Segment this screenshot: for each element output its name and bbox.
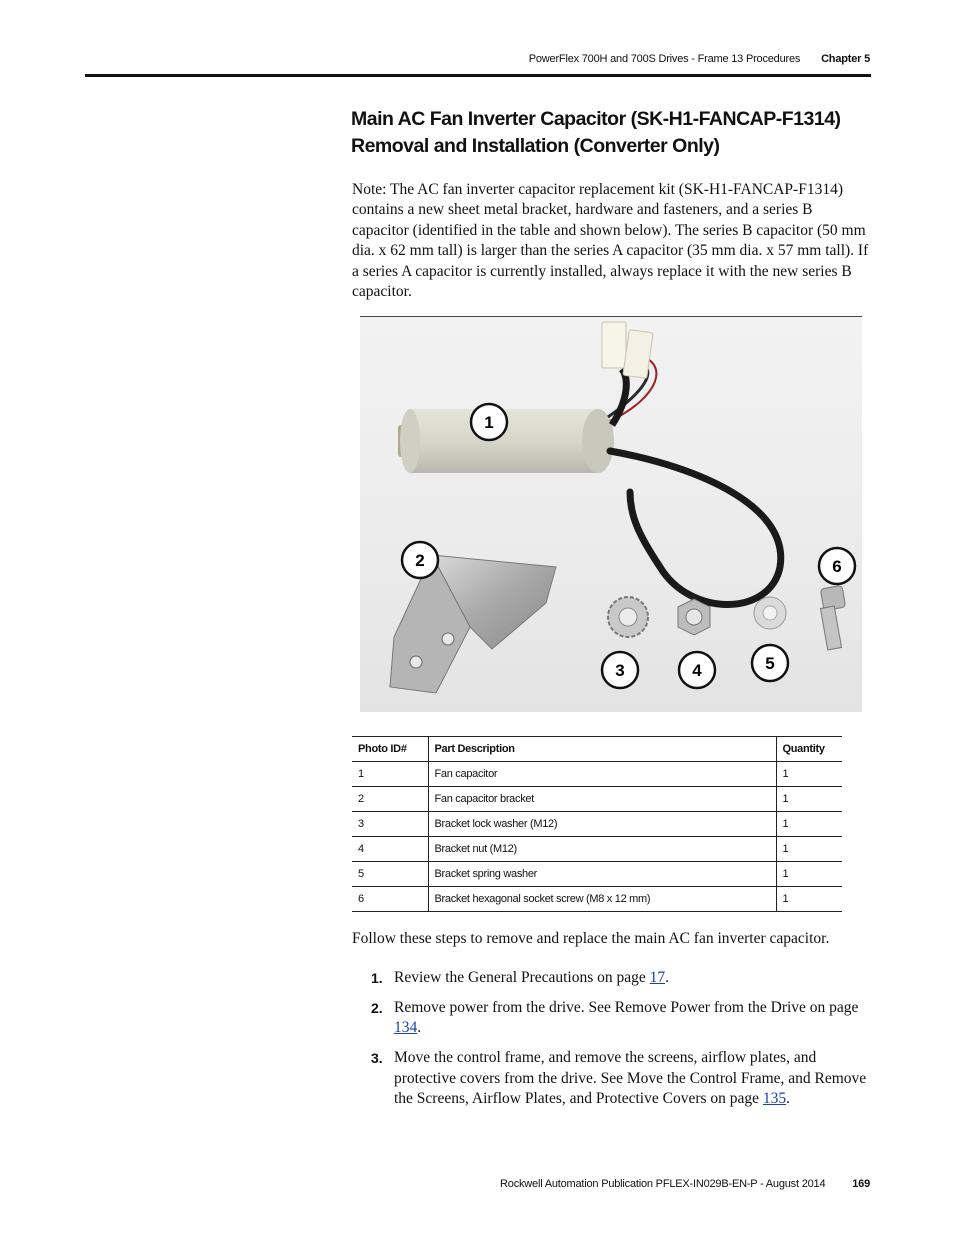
bracket-nut	[678, 599, 710, 635]
cell-description: Fan capacitor bracket	[428, 787, 776, 812]
cell-quantity: 1	[776, 812, 842, 837]
table-row	[352, 887, 842, 912]
table-header-row	[352, 737, 842, 762]
callout-1-label: 1	[484, 413, 494, 432]
callout-5	[752, 645, 788, 681]
page-link[interactable]: 134	[394, 1019, 418, 1037]
table-row	[352, 787, 842, 812]
bracket-lock-washer	[608, 597, 648, 637]
chapter-label: Chapter 5	[821, 53, 870, 65]
cell-quantity: 1	[776, 762, 842, 787]
cell-quantity: 1	[776, 837, 842, 862]
cell-quantity: 1	[776, 887, 842, 912]
callout-6-label: 6	[832, 557, 842, 576]
cell-description: Bracket spring washer	[428, 862, 776, 887]
procedure-intro: Follow these steps to remove and replace the main AC fan inverter capacitor.	[352, 930, 830, 947]
step-text-end: .	[417, 1019, 422, 1037]
publication-info: Rockwell Automation Publication PFLEX-IN029B-EN-P - August 2014	[500, 1178, 826, 1190]
procedure-step	[371, 1048, 871, 1109]
page-link[interactable]: 17	[649, 969, 666, 986]
table-row	[352, 762, 842, 787]
page-link[interactable]: 135	[762, 1090, 787, 1108]
section-title: Main AC Fan Inverter Capacitor (SK-H1-FANCAP-F1314) Removal and Installation (Converter Only)	[351, 108, 841, 157]
cell-description: Bracket nut (M12)	[428, 837, 776, 862]
header-photo-id: Photo ID#	[352, 737, 428, 762]
callout-2	[402, 542, 438, 578]
callout-4	[679, 652, 715, 688]
callout-4-label: 4	[692, 661, 702, 680]
callout-1	[471, 404, 507, 440]
header-rule	[85, 74, 871, 77]
cell-photo-id: 1	[352, 762, 428, 787]
step-text: Review the General Precautions on page	[394, 969, 650, 986]
running-header	[529, 53, 870, 65]
parts-photo	[360, 316, 862, 712]
step-text: Move the control frame, and remove the screens, airflow plates, and protective covers from the drive. See Move the Control Frame, and Remove the Screens, Airflow Plates, and Protective Covers on page	[394, 1049, 867, 1108]
kit-note: Note: The AC fan inverter capacitor replacement kit (SK-H1-FANCAP-F1314) contains a new sheet metal bracket, hardware and fasteners, and a series B capacitor (identified in the table and shown below). The series B capacitor (50 mm dia. x 62 mm tall) is larger than the series A capacitor (35 mm dia. x 57 mm tall). If a series A capacitor is currently installed, always replace it with the new series B capacitor.	[352, 181, 869, 301]
callout-3	[602, 652, 638, 688]
step-text-end: .	[786, 1090, 791, 1108]
bracket-socket-screw	[820, 585, 845, 650]
step-number: 2.	[371, 999, 383, 1016]
procedure-steps	[371, 968, 871, 1119]
page-number: 169	[852, 1178, 870, 1190]
cell-description: Fan capacitor	[428, 762, 776, 787]
cell-description: Bracket hexagonal socket screw (M8 x 12 mm)	[428, 887, 776, 912]
running-title: PowerFlex 700H and 700S Drives - Frame 13 Procedures	[528, 53, 801, 65]
cell-quantity: 1	[776, 862, 842, 887]
callout-2-label: 2	[415, 551, 425, 570]
page-footer	[500, 1178, 870, 1190]
cell-quantity: 1	[776, 787, 842, 812]
parts-table	[352, 736, 842, 912]
header-part-description: Part Description	[428, 737, 776, 762]
table-row	[352, 812, 842, 837]
callout-5-label: 5	[765, 654, 775, 673]
step-text: Remove power from the drive. See Remove Power from the Drive on page	[394, 998, 859, 1016]
bracket-spring-washer	[754, 597, 786, 629]
step-number: 3.	[371, 1050, 383, 1067]
header-quantity: Quantity	[776, 737, 842, 762]
table-row	[352, 837, 842, 862]
cell-photo-id: 5	[352, 862, 428, 887]
cell-photo-id: 4	[352, 837, 428, 862]
callout-6	[819, 548, 855, 584]
table-row	[352, 862, 842, 887]
step-text-end: .	[665, 969, 670, 986]
parts-photo-illustration	[360, 317, 862, 711]
cell-photo-id: 3	[352, 812, 428, 837]
procedure-step	[371, 998, 871, 1039]
callout-3-label: 3	[615, 661, 625, 680]
procedure-step	[371, 968, 871, 988]
cell-description: Bracket lock washer (M12)	[428, 812, 776, 837]
cell-photo-id: 2	[352, 787, 428, 812]
step-number: 1.	[371, 970, 383, 986]
cell-photo-id: 6	[352, 887, 428, 912]
